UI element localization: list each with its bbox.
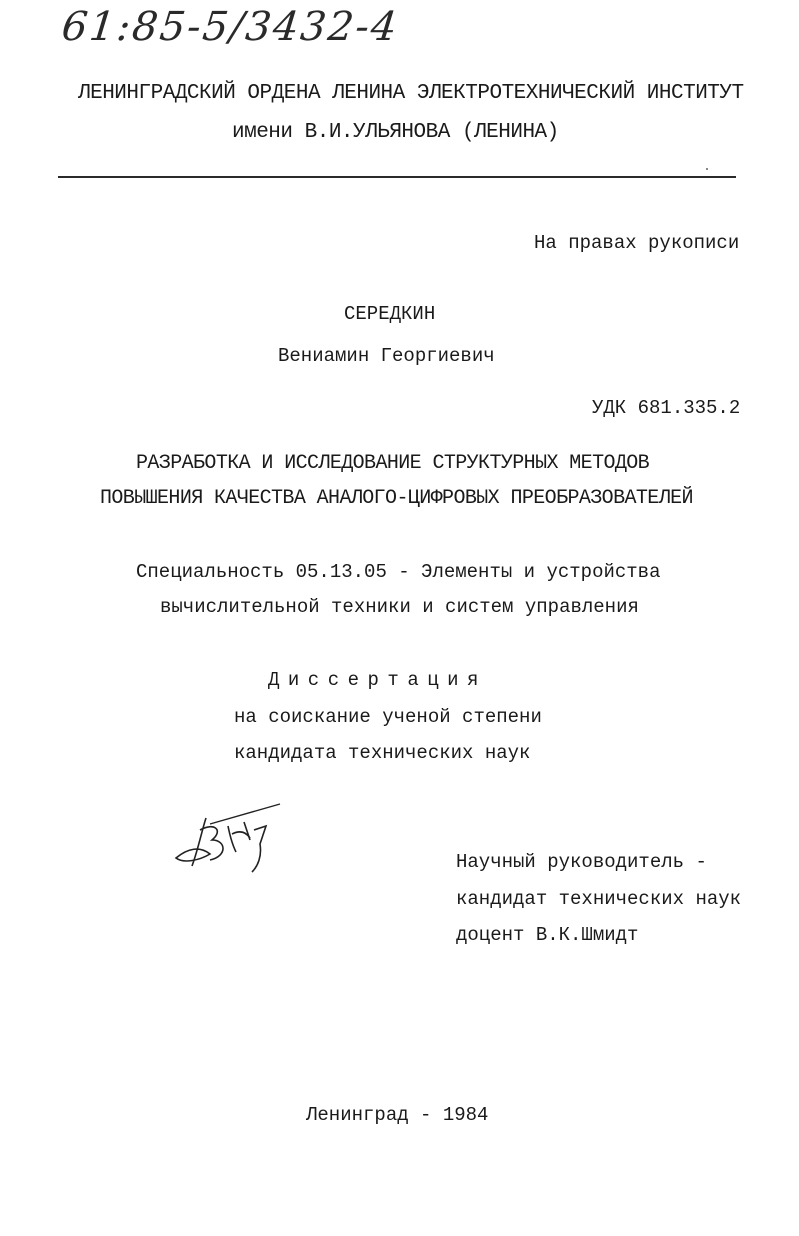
- supervisor-line-1: Научный руководитель -: [456, 851, 707, 873]
- institute-name: ЛЕНИНГРАДСКИЙ ОРДЕНА ЛЕНИНА ЭЛЕКТРОТЕХНИЧЕСКИЙ ИНСТИТУТ: [78, 82, 744, 105]
- paper-speck: [706, 168, 708, 170]
- author-surname: СЕРЕДКИН: [344, 303, 436, 325]
- thesis-title-line-2: ПОВЫШЕНИЯ КАЧЕСТВА АНАЛОГО-ЦИФРОВЫХ ПРЕОБРАЗОВАТЕЛЕЙ: [100, 487, 693, 510]
- document-type-heading: Диссертация: [268, 669, 487, 691]
- specialty-line-1: Специальность 05.13.05 - Элементы и устройства: [136, 561, 661, 583]
- place-and-year: Ленинград - 1984: [306, 1104, 489, 1126]
- thesis-title-line-1: РАЗРАБОТКА И ИССЛЕДОВАНИЕ СТРУКТУРНЫХ МЕТОДОВ: [136, 452, 650, 475]
- supervisor-line-2: кандидат технических наук: [456, 888, 742, 910]
- institute-named-after: имени В.И.УЛЬЯНОВА (ЛЕНИНА): [232, 121, 559, 144]
- handwritten-signature: [170, 800, 290, 880]
- header-divider: [58, 176, 736, 178]
- supervisor-line-3: доцент В.К.Шмидт: [456, 924, 639, 946]
- archive-number-handwritten: 61:85-5/3432-4: [59, 4, 401, 50]
- author-given-name: Вениамин Георгиевич: [278, 345, 495, 367]
- rights-note: На правах рукописи: [534, 232, 740, 254]
- specialty-line-2: вычислительной техники и систем управления: [160, 596, 639, 618]
- udk-code: УДК 681.335.2: [592, 397, 741, 419]
- degree-line-1: на соискание ученой степени: [234, 706, 542, 728]
- degree-line-2: кандидата технических наук: [234, 742, 531, 764]
